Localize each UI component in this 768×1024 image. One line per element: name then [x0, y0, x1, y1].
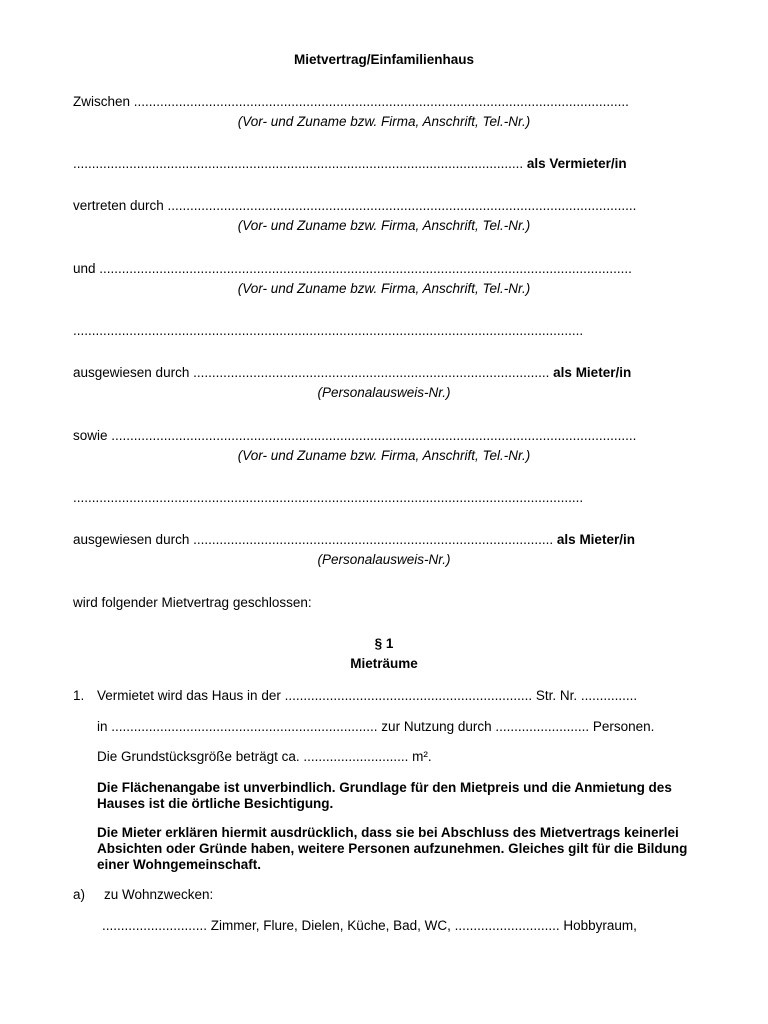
area-disclaimer: Die Flächenangabe ist unverbindlich. Grundlage für den Mietpreis und die Anmietung des Hauses ist die örtliche Besichtigung. — [97, 780, 672, 812]
sub-item-label: a) — [73, 887, 86, 902]
rooms-line: ............................ Zimmer, Flure, Dielen, Küche, Bad, WC, ............................ Hobbyraum, — [102, 918, 637, 933]
document-title: Mietvertrag/Einfamilienhaus — [293, 52, 475, 67]
and-line: und .............................................................................................................................................. — [73, 261, 632, 276]
plot-size-line: Die Grundstücksgröße beträgt ca. ............................ m². — [97, 749, 432, 764]
sub-item-text: zu Wohnzwecken: — [104, 887, 214, 902]
identified-by-dots: ausgewiesen durch ................................................................................................ — [73, 532, 554, 547]
tenant-label: als Mieter/in — [553, 365, 632, 380]
landlord-line — [73, 156, 627, 172]
id-card-hint: (Personalausweis-Nr.) — [317, 552, 451, 567]
house-street-line: Vermietet wird das Haus in der .................................................................. Str. Nr. ............... — [97, 688, 638, 703]
represented-by-line: vertreten durch ............................................................................................................................. — [73, 198, 637, 213]
location-persons-line: in ....................................................................... zur Nutzung durch ......................... Personen. — [97, 719, 655, 734]
landlord-dots: ........................................................................................................................ — [73, 156, 524, 171]
section-title: Mieträume — [350, 656, 418, 671]
as-well-as-line: sowie ............................................................................................................................................ — [73, 428, 637, 443]
blank-line: ........................................................................................................................................ — [73, 323, 584, 338]
party-hint: (Vor- und Zuname bzw. Firma, Anschrift, Tel.-Nr.) — [237, 114, 531, 129]
tenant-label: als Mieter/in — [556, 532, 635, 547]
tenant-declaration: Die Mieter erklären hiermit ausdrücklich, dass sie bei Abschluss des Mietvertrags keinerlei Absichten oder Gründe haben, weitere Personen aufzunehmen. Gleiches gilt für die Bildung einer Wohngemeinschaft. — [97, 825, 688, 873]
blank-line: ........................................................................................................................................ — [73, 490, 584, 505]
party-hint: (Vor- und Zuname bzw. Firma, Anschrift, Tel.-Nr.) — [237, 281, 531, 296]
party-between-line: Zwischen .................................................................................................................................... — [73, 94, 629, 109]
landlord-label: als Vermieter/in — [526, 156, 627, 171]
intro-text: wird folgender Mietvertrag geschlossen: — [73, 595, 312, 610]
identified-by-line — [73, 532, 635, 548]
party-hint: (Vor- und Zuname bzw. Firma, Anschrift, Tel.-Nr.) — [237, 448, 531, 463]
id-card-hint: (Personalausweis-Nr.) — [317, 385, 451, 400]
identified-by-line — [73, 365, 631, 381]
section-number: § 1 — [374, 636, 394, 651]
party-hint: (Vor- und Zuname bzw. Firma, Anschrift, Tel.-Nr.) — [237, 218, 531, 233]
item-number: 1. — [73, 688, 85, 703]
identified-by-dots: ausgewiesen durch ............................................................................................... — [73, 365, 550, 380]
